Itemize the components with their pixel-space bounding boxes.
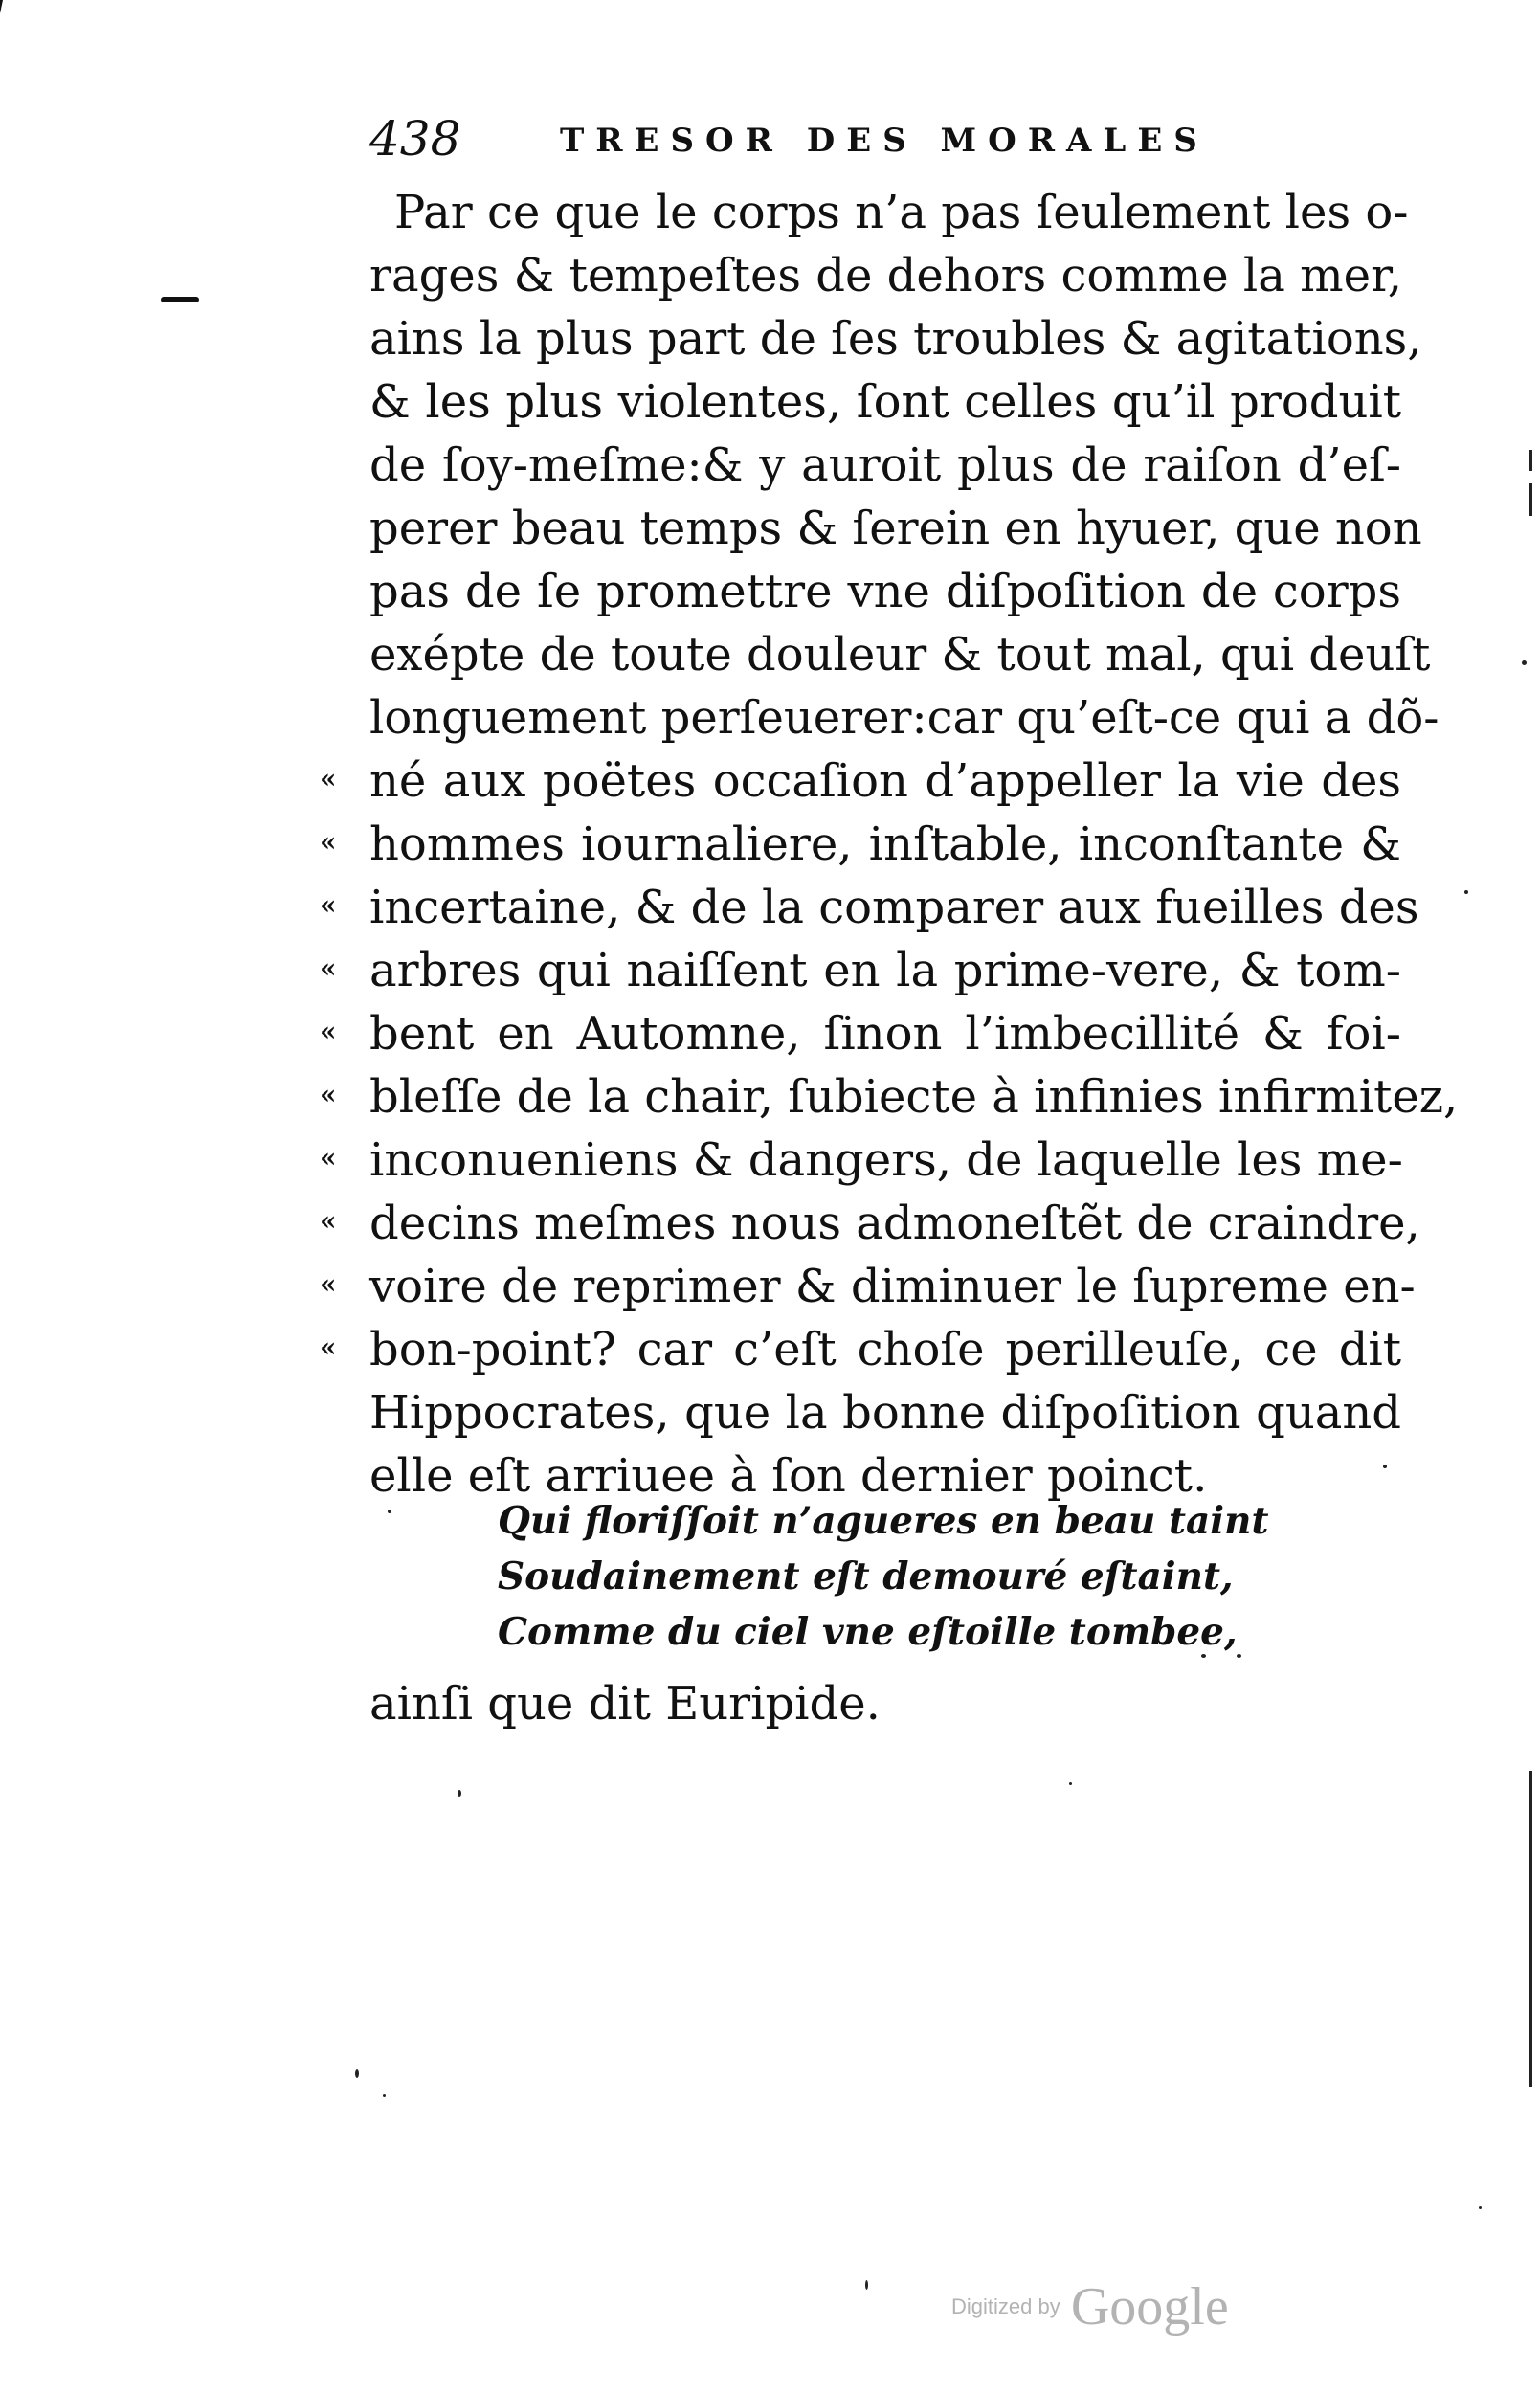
ink-speck [1522, 660, 1527, 665]
margin-dash-mark [161, 297, 199, 302]
body-line: incertaine, & de la comparer aux fueilles des [369, 881, 1419, 934]
watermark-brand: Google [1070, 2277, 1229, 2337]
body-line: arbres qui naiſſent en la prime-vere, & tom- [369, 944, 1401, 997]
body-line: né aux poëtes occaſion d’appeller la vie des [369, 754, 1401, 808]
body-line: Hippocrates, que la bonne diſpoſition quand [369, 1386, 1401, 1440]
ink-speck [1237, 1654, 1241, 1658]
quote-mark: « [320, 826, 337, 858]
body-line: pas de ſe promettre vne diſpoſition de corps [369, 565, 1401, 618]
quote-mark: « [320, 1205, 337, 1237]
verse-line: Comme du ciel vne eſtoille tombee, [498, 1610, 1238, 1654]
quote-mark: « [320, 763, 337, 794]
ink-speck [1201, 1654, 1206, 1658]
body-line: voire de reprimer & diminuer le ſupreme en- [369, 1260, 1416, 1313]
quote-mark: « [320, 1268, 337, 1300]
ink-speck [1383, 1465, 1387, 1468]
body-line: perer beau temps & ſerein en hyuer, que non [369, 502, 1422, 555]
ink-speck [458, 1790, 461, 1797]
ink-speck [1479, 2206, 1482, 2209]
quote-mark: « [320, 889, 337, 921]
body-line: decins meſmes nous admoneſtẽt de craindre, [369, 1196, 1420, 1250]
ink-speck [383, 2094, 386, 2097]
body-line: & les plus violentes, ſont celles qu’il produit [369, 375, 1401, 429]
body-line: inconueniens & dangers, de laquelle les me- [369, 1133, 1403, 1187]
verse-line: Qui floriſſoit n’agueres en beau taint [498, 1499, 1269, 1543]
body-line: exépte de toute douleur & tout mal, qui deuſt [369, 628, 1431, 682]
ink-speck [1464, 890, 1468, 894]
body-line: longuement perſeuerer:car qu’eſt-ce qui a dõ- [369, 691, 1440, 745]
body-line: de ſoy-meſme:& y auroit plus de raiſon d’eſ- [369, 438, 1401, 492]
running-title: TRESOR DES MORALES [560, 122, 1209, 160]
body-line: elle eſt arriuee à ſon dernier poinct. [369, 1449, 1208, 1503]
quote-mark: « [320, 1079, 337, 1110]
quote-mark: « [320, 1016, 337, 1047]
body-line: bleſſe de la chair, ſubiecte à infinies infirmitez, [369, 1070, 1459, 1124]
ink-speck [355, 2069, 359, 2078]
body-line: rages & tempeſtes de dehors comme la mer, [369, 249, 1402, 302]
quote-mark: « [320, 1142, 337, 1174]
verse-line: Soudainement eſt demouré eſtaint, [498, 1554, 1234, 1599]
body-line: ains la plus part de ſes troubles & agitations, [369, 312, 1422, 366]
watermark-prefix: Digitized by [951, 2294, 1060, 2318]
body-line: bon-point? car c’eſt choſe perilleuſe, ce dit [369, 1323, 1401, 1376]
scan-edge-mark [1529, 483, 1532, 516]
ink-speck [865, 2280, 868, 2290]
quote-mark: « [320, 1331, 337, 1363]
closing-line: ainſi que dit Euripide. [369, 1677, 881, 1731]
ink-speck [1069, 1782, 1072, 1785]
page-number: 438 [369, 111, 461, 167]
scan-edge-mark [1529, 1771, 1532, 2087]
digitized-watermark [951, 2276, 1229, 2337]
body-line: Par ce que le corps n’a pas ſeulement les o- [394, 186, 1409, 239]
ink-speck [388, 1510, 391, 1513]
scan-edge-mark [1529, 450, 1532, 471]
quote-mark: « [320, 952, 337, 984]
corner-ink-mark [0, 0, 16, 44]
body-line: bent en Automne, ſinon l’imbecillité & foi- [369, 1007, 1401, 1061]
body-line: hommes iournaliere, inſtable, inconſtante & [369, 817, 1401, 871]
